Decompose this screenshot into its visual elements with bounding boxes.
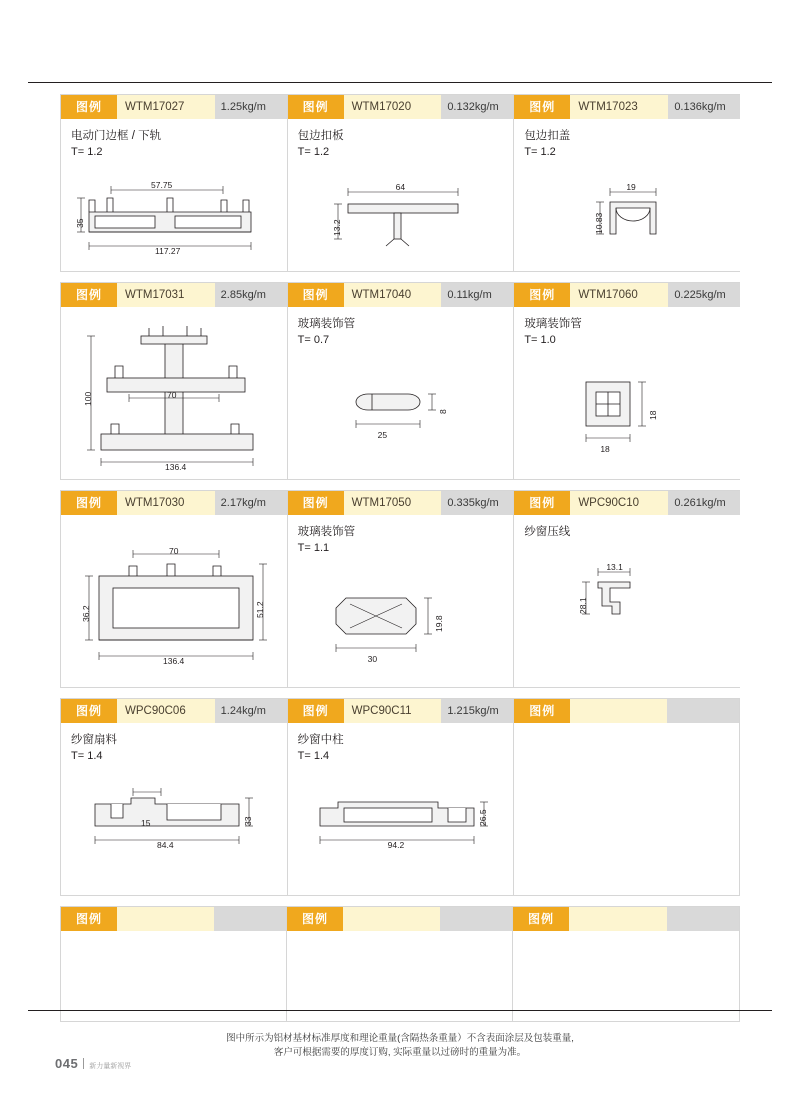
profile-weight: 1.215kg/m bbox=[441, 699, 513, 723]
legend-tag: 图例 bbox=[287, 907, 343, 931]
section-drawing-wtm17027 bbox=[71, 160, 277, 260]
page-number bbox=[55, 1056, 131, 1071]
dimension-value: 117.27 bbox=[155, 246, 181, 256]
cell-body bbox=[514, 515, 740, 687]
profile-band bbox=[60, 94, 740, 272]
profile-drawing bbox=[71, 316, 277, 479]
profile-cell[interactable] bbox=[61, 283, 288, 479]
legend-tag: 图例 bbox=[288, 491, 344, 515]
profile-cell[interactable] bbox=[514, 283, 740, 479]
cell-header bbox=[61, 283, 287, 307]
profile-cell[interactable] bbox=[61, 907, 287, 1021]
cell-header bbox=[514, 95, 740, 119]
dimension-value: 19 bbox=[626, 182, 636, 192]
profile-thickness: T= 1.4 bbox=[297, 750, 330, 762]
profile-drawing bbox=[524, 160, 730, 271]
cell-header bbox=[513, 907, 739, 931]
profile-drawing bbox=[524, 348, 730, 479]
cell-body bbox=[61, 723, 287, 895]
cell-body bbox=[514, 307, 740, 479]
profile-thickness: T= 1.2 bbox=[71, 146, 103, 158]
cell-header bbox=[288, 95, 514, 119]
dimension-value: 64 bbox=[395, 182, 406, 192]
profile-weight: 1.24kg/m bbox=[215, 699, 287, 723]
profile-title: 电动门边框 / 下轨 bbox=[71, 130, 162, 142]
profile-drawing bbox=[71, 160, 277, 271]
legend-tag: 图例 bbox=[61, 907, 117, 931]
top-divider bbox=[28, 82, 772, 83]
legend-tag: 图例 bbox=[61, 283, 117, 307]
profile-weight: 0.11kg/m bbox=[441, 283, 513, 307]
profile-code: WPC90C10 bbox=[570, 491, 668, 515]
dimension-value: 94.2 bbox=[387, 840, 405, 850]
profile-drawing bbox=[71, 524, 277, 687]
cell-header bbox=[514, 283, 740, 307]
profile-code: WPC90C06 bbox=[117, 699, 215, 723]
dimension-value: 19.8 bbox=[433, 615, 444, 632]
cell-body bbox=[287, 931, 512, 1021]
dimension-value: 13.2 bbox=[331, 219, 342, 236]
legend-tag: 图例 bbox=[514, 491, 570, 515]
profile-thickness: T= 1.2 bbox=[297, 146, 330, 158]
dimension-value: 70 bbox=[167, 390, 177, 400]
profile-title: 玻璃装饰管 bbox=[297, 526, 356, 538]
profile-code: WTM17031 bbox=[117, 283, 215, 307]
profile-title: 纱窗压线 bbox=[524, 526, 571, 538]
dimension-value: 28.1 bbox=[578, 597, 589, 614]
profile-band bbox=[60, 282, 740, 480]
cell-body bbox=[288, 119, 514, 271]
profile-code: WTM17020 bbox=[344, 95, 442, 119]
profile-weight: 0.335kg/m bbox=[441, 491, 513, 515]
profile-drawing bbox=[524, 540, 730, 687]
profile-cell[interactable] bbox=[288, 491, 515, 687]
profile-weight: 0.136kg/m bbox=[668, 95, 740, 119]
dimension-value: 100 bbox=[83, 391, 93, 406]
dimension-value: 18 bbox=[648, 410, 659, 420]
profile-code bbox=[569, 907, 667, 931]
profile-cell[interactable] bbox=[514, 95, 740, 271]
legend-tag: 图例 bbox=[61, 699, 117, 723]
profile-weight: 0.261kg/m bbox=[668, 491, 740, 515]
profile-weight: 2.17kg/m bbox=[215, 491, 287, 515]
cell-header bbox=[288, 491, 514, 515]
profile-band bbox=[60, 906, 740, 1022]
dimension-value: 13.1 bbox=[606, 562, 623, 572]
dimension-value: 10.83 bbox=[594, 212, 605, 234]
cell-body bbox=[61, 931, 286, 1021]
legend-tag: 图例 bbox=[514, 95, 570, 119]
profile-code: WTM17027 bbox=[117, 95, 215, 119]
profile-cell[interactable] bbox=[288, 95, 515, 271]
profile-thickness: T= 1.4 bbox=[71, 750, 103, 762]
profile-cell[interactable] bbox=[514, 491, 740, 687]
profile-code: WTM17040 bbox=[344, 283, 442, 307]
profile-weight: 1.25kg/m bbox=[215, 95, 287, 119]
cell-header bbox=[288, 283, 514, 307]
profile-code: WTM17060 bbox=[570, 283, 668, 307]
dimension-value: 35 bbox=[75, 218, 85, 228]
legend-tag: 图例 bbox=[288, 95, 344, 119]
cell-header bbox=[61, 95, 287, 119]
dimension-value: 136.4 bbox=[165, 462, 187, 472]
dimension-value: 33 bbox=[243, 816, 253, 826]
profile-code: WTM17023 bbox=[570, 95, 668, 119]
dimension-value: 26.5 bbox=[477, 809, 488, 826]
cell-body bbox=[514, 723, 739, 895]
cell-header bbox=[61, 907, 286, 931]
dimension-value: 84.4 bbox=[157, 840, 174, 850]
dimension-value: 15 bbox=[141, 818, 151, 828]
profile-weight bbox=[667, 699, 739, 723]
profile-weight bbox=[214, 907, 286, 931]
profile-cell[interactable] bbox=[514, 699, 739, 895]
profile-thickness: T= 0.7 bbox=[297, 334, 330, 346]
profile-cell[interactable] bbox=[513, 907, 739, 1021]
cell-body bbox=[61, 307, 287, 479]
cell-header bbox=[61, 491, 287, 515]
profile-thickness: T= 1.1 bbox=[297, 542, 330, 554]
section-drawing-wtm17023 bbox=[524, 160, 730, 260]
legend-tag: 图例 bbox=[514, 699, 570, 723]
legend-tag: 图例 bbox=[513, 907, 569, 931]
profile-band bbox=[60, 698, 740, 896]
section-drawing-wtm17060 bbox=[524, 348, 730, 479]
legend-tag: 图例 bbox=[61, 491, 117, 515]
dimension-value: 136.4 bbox=[163, 656, 185, 666]
cell-body bbox=[514, 119, 740, 271]
profile-cell[interactable] bbox=[61, 699, 288, 895]
cell-body bbox=[288, 515, 514, 687]
profile-cell[interactable] bbox=[288, 699, 515, 895]
cell-header bbox=[514, 491, 740, 515]
profile-cell[interactable] bbox=[61, 491, 288, 687]
dimension-value: 36.2 bbox=[81, 605, 91, 622]
legend-tag: 图例 bbox=[288, 283, 344, 307]
cell-body bbox=[61, 515, 287, 687]
profile-title: 玻璃装饰管 bbox=[297, 318, 356, 330]
profile-code bbox=[570, 699, 667, 723]
profile-thickness: T= 1.0 bbox=[524, 334, 556, 346]
profile-code bbox=[343, 907, 440, 931]
profile-code bbox=[117, 907, 214, 931]
profile-weight: 0.132kg/m bbox=[441, 95, 513, 119]
cell-header bbox=[514, 699, 739, 723]
section-drawing-wtm17020 bbox=[298, 160, 504, 260]
brand-slogan: 新力量新视界 bbox=[89, 1063, 132, 1070]
dimension-value: 70 bbox=[169, 546, 179, 556]
cell-header bbox=[288, 699, 514, 723]
profile-grid bbox=[60, 94, 740, 1032]
profile-weight: 2.85kg/m bbox=[215, 283, 287, 307]
profile-thickness: T= 1.2 bbox=[524, 146, 556, 158]
profile-title: 纱窗中柱 bbox=[297, 734, 344, 746]
profile-cell[interactable] bbox=[61, 95, 288, 271]
profile-drawing bbox=[298, 764, 504, 895]
page-number-value: 045 bbox=[55, 1056, 79, 1071]
cell-body bbox=[288, 307, 514, 479]
dimension-value: 25 bbox=[377, 430, 388, 440]
bottom-divider bbox=[28, 1010, 772, 1011]
profile-drawing bbox=[298, 160, 504, 271]
cell-body bbox=[288, 723, 514, 895]
legend-tag: 图例 bbox=[288, 699, 344, 723]
profile-cell[interactable] bbox=[287, 907, 513, 1021]
section-drawing-wtm17050 bbox=[298, 556, 504, 687]
profile-cell[interactable] bbox=[288, 283, 515, 479]
section-drawing-wtm17040 bbox=[298, 348, 504, 479]
footnote-line-2: 客户可根据需要的厚度订购, 实际重量以过磅时的重量为准。 bbox=[273, 1047, 527, 1058]
profile-title: 纱窗扇料 bbox=[71, 734, 117, 746]
dimension-value: 8 bbox=[437, 409, 448, 414]
profile-code: WPC90C11 bbox=[344, 699, 442, 723]
profile-title: 包边扣板 bbox=[297, 130, 344, 142]
section-drawing-wpc90c10 bbox=[524, 540, 730, 680]
profile-drawing bbox=[298, 556, 504, 687]
profile-title: 包边扣盖 bbox=[524, 130, 571, 142]
profile-drawing bbox=[298, 348, 504, 479]
profile-weight bbox=[667, 907, 739, 931]
page-number-divider bbox=[83, 1058, 84, 1069]
profile-drawing bbox=[71, 764, 277, 895]
profile-code: WTM17030 bbox=[117, 491, 215, 515]
profile-weight bbox=[440, 907, 512, 931]
profile-code: WTM17050 bbox=[344, 491, 442, 515]
dimension-value: 18 bbox=[600, 444, 610, 454]
cell-header bbox=[61, 699, 287, 723]
footnote-line-1: 图中所示为铝材基材标准厚度和理论重量(含隔热条重量）不含表面涂层及包装重量, bbox=[226, 1033, 574, 1044]
dimension-value: 57.75 bbox=[151, 180, 173, 190]
section-drawing-wpc90c11 bbox=[298, 764, 504, 884]
profile-title: 玻璃装饰管 bbox=[524, 318, 582, 330]
legend-tag: 图例 bbox=[514, 283, 570, 307]
legend-tag: 图例 bbox=[61, 95, 117, 119]
dimension-value: 30 bbox=[367, 654, 378, 664]
cell-body bbox=[61, 119, 287, 271]
dimension-value: 51.2 bbox=[255, 601, 265, 618]
cell-header bbox=[287, 907, 512, 931]
cell-body bbox=[513, 931, 739, 1021]
profile-weight: 0.225kg/m bbox=[668, 283, 740, 307]
profile-band bbox=[60, 490, 740, 688]
